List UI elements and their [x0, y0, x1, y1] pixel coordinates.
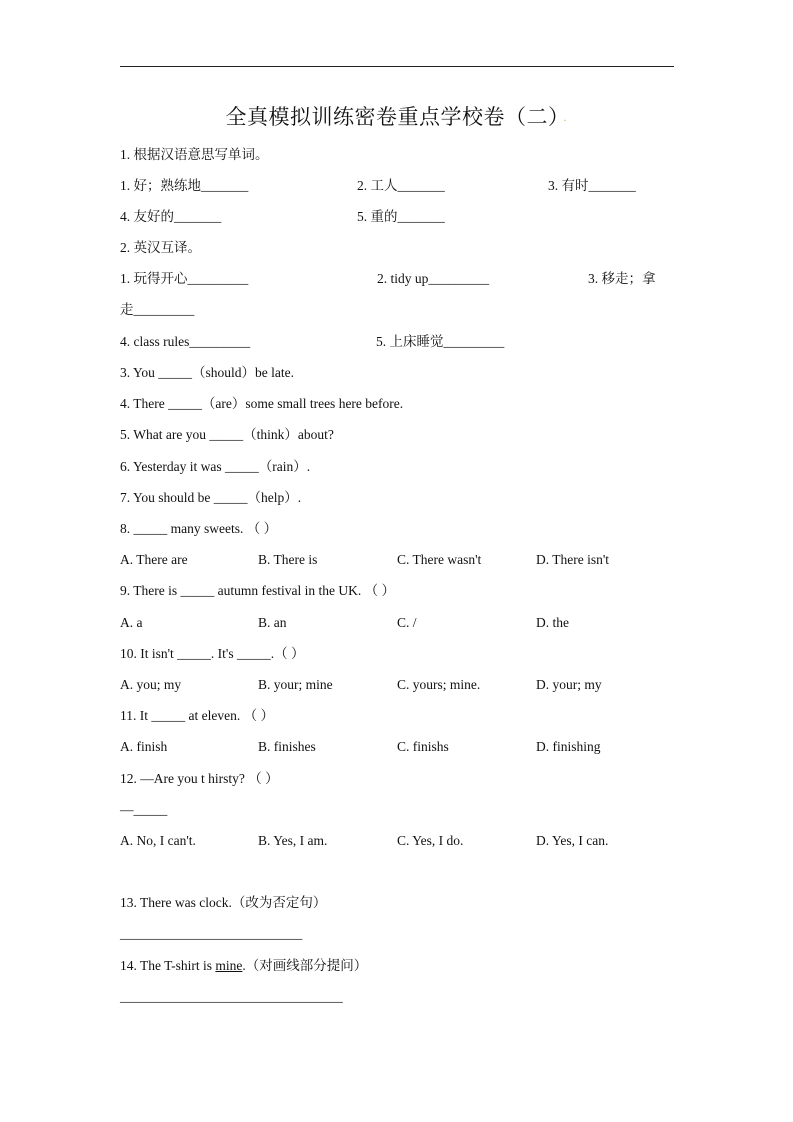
mc11-option-d: D. finishing: [536, 739, 601, 754]
mc12-answer-line: —_____: [120, 802, 168, 817]
q1-item-4: 4. 友好的_______: [120, 209, 222, 224]
mc12-option-a: A. No, I can't.: [120, 833, 196, 848]
fill-question-7: 7. You should be _____（help）.: [120, 490, 302, 505]
mc8-option-d: D. There isn't: [536, 552, 610, 567]
mc10-option-b: B. your; mine: [258, 677, 333, 692]
mc-question-10: 10. It isn't _____. It's _____.（ ）: [120, 646, 305, 661]
mc9-option-b: B. an: [258, 615, 287, 630]
mc12-option-b: B. Yes, I am.: [258, 833, 328, 848]
title-text: 全真模拟训练密卷重点学校卷（二）: [225, 105, 559, 129]
q2-heading: 2. 英汉互译。: [120, 240, 201, 255]
q1-item-1: 1. 好；熟练地_______: [120, 178, 249, 193]
mc11-option-a: A. finish: [120, 739, 168, 754]
mc12-option-d: D. Yes, I can.: [536, 833, 609, 848]
q1-item-2: 2. 工人_______: [357, 178, 445, 193]
mc12-option-c: C. Yes, I do.: [397, 833, 464, 848]
q2-item-3: 3. 移走；拿: [588, 271, 656, 286]
q2-item-1: 1. 玩得开心_________: [120, 271, 249, 286]
mc9-option-a: A. a: [120, 615, 143, 630]
page-title: [0, 101, 793, 131]
mc10-option-c: C. yours; mine.: [397, 677, 481, 692]
fill-question-6: 6. Yesterday it was _____（rain）.: [120, 459, 311, 474]
q1-heading: 1. 根据汉语意思写单词。: [120, 147, 269, 162]
q14-text-pre: 14. The T-shirt is: [120, 958, 216, 973]
q2-item-2: 2. tidy up_________: [377, 271, 490, 286]
header-rule: [120, 66, 674, 67]
mc9-option-d: D. the: [536, 615, 569, 630]
mc8-option-c: C. There wasn't: [397, 552, 482, 567]
mc11-option-c: C. finishs: [397, 739, 449, 754]
q1-item-3: 3. 有时_______: [548, 178, 636, 193]
mc-question-8: 8. _____ many sweets. （ ）: [120, 521, 278, 536]
title-mark: ·: [563, 113, 568, 127]
mc11-option-b: B. finishes: [258, 739, 316, 754]
q2-item-4: 4. class rules_________: [120, 334, 251, 349]
mc-question-11: 11. It _____ at eleven. （ ）: [120, 708, 274, 723]
q14-text-post: .（对画线部分提问）: [242, 958, 368, 973]
mc-question-12: 12. —Are you t hirsty? （ ）: [120, 771, 279, 786]
q1-item-5: 5. 重的_______: [357, 209, 445, 224]
mc10-option-d: D. your; my: [536, 677, 602, 692]
rewrite-question-13: 13. There was clock.（改为否定句）: [120, 895, 327, 910]
q2-item-3-cont: 走_________: [120, 302, 195, 317]
fill-question-3: 3. You _____（should）be late.: [120, 365, 295, 380]
rewrite-question-14: [120, 957, 367, 975]
mc-question-9: 9. There is _____ autumn festival in the UK. （ ）: [120, 583, 395, 598]
rewrite-answer-14: _________________________________: [120, 989, 343, 1004]
rewrite-answer-13: ___________________________: [120, 926, 303, 941]
fill-question-4: 4. There _____（are）some small trees here before.: [120, 396, 404, 411]
mc8-option-a: A. There are: [120, 552, 188, 567]
q2-item-5: 5. 上床睡觉_________: [376, 334, 505, 349]
mc9-option-c: C. /: [397, 615, 417, 630]
q14-underlined-word: mine: [215, 958, 243, 973]
mc8-option-b: B. There is: [258, 552, 318, 567]
mc10-option-a: A. you; my: [120, 677, 182, 692]
fill-question-5: 5. What are you _____（think）about?: [120, 427, 334, 442]
